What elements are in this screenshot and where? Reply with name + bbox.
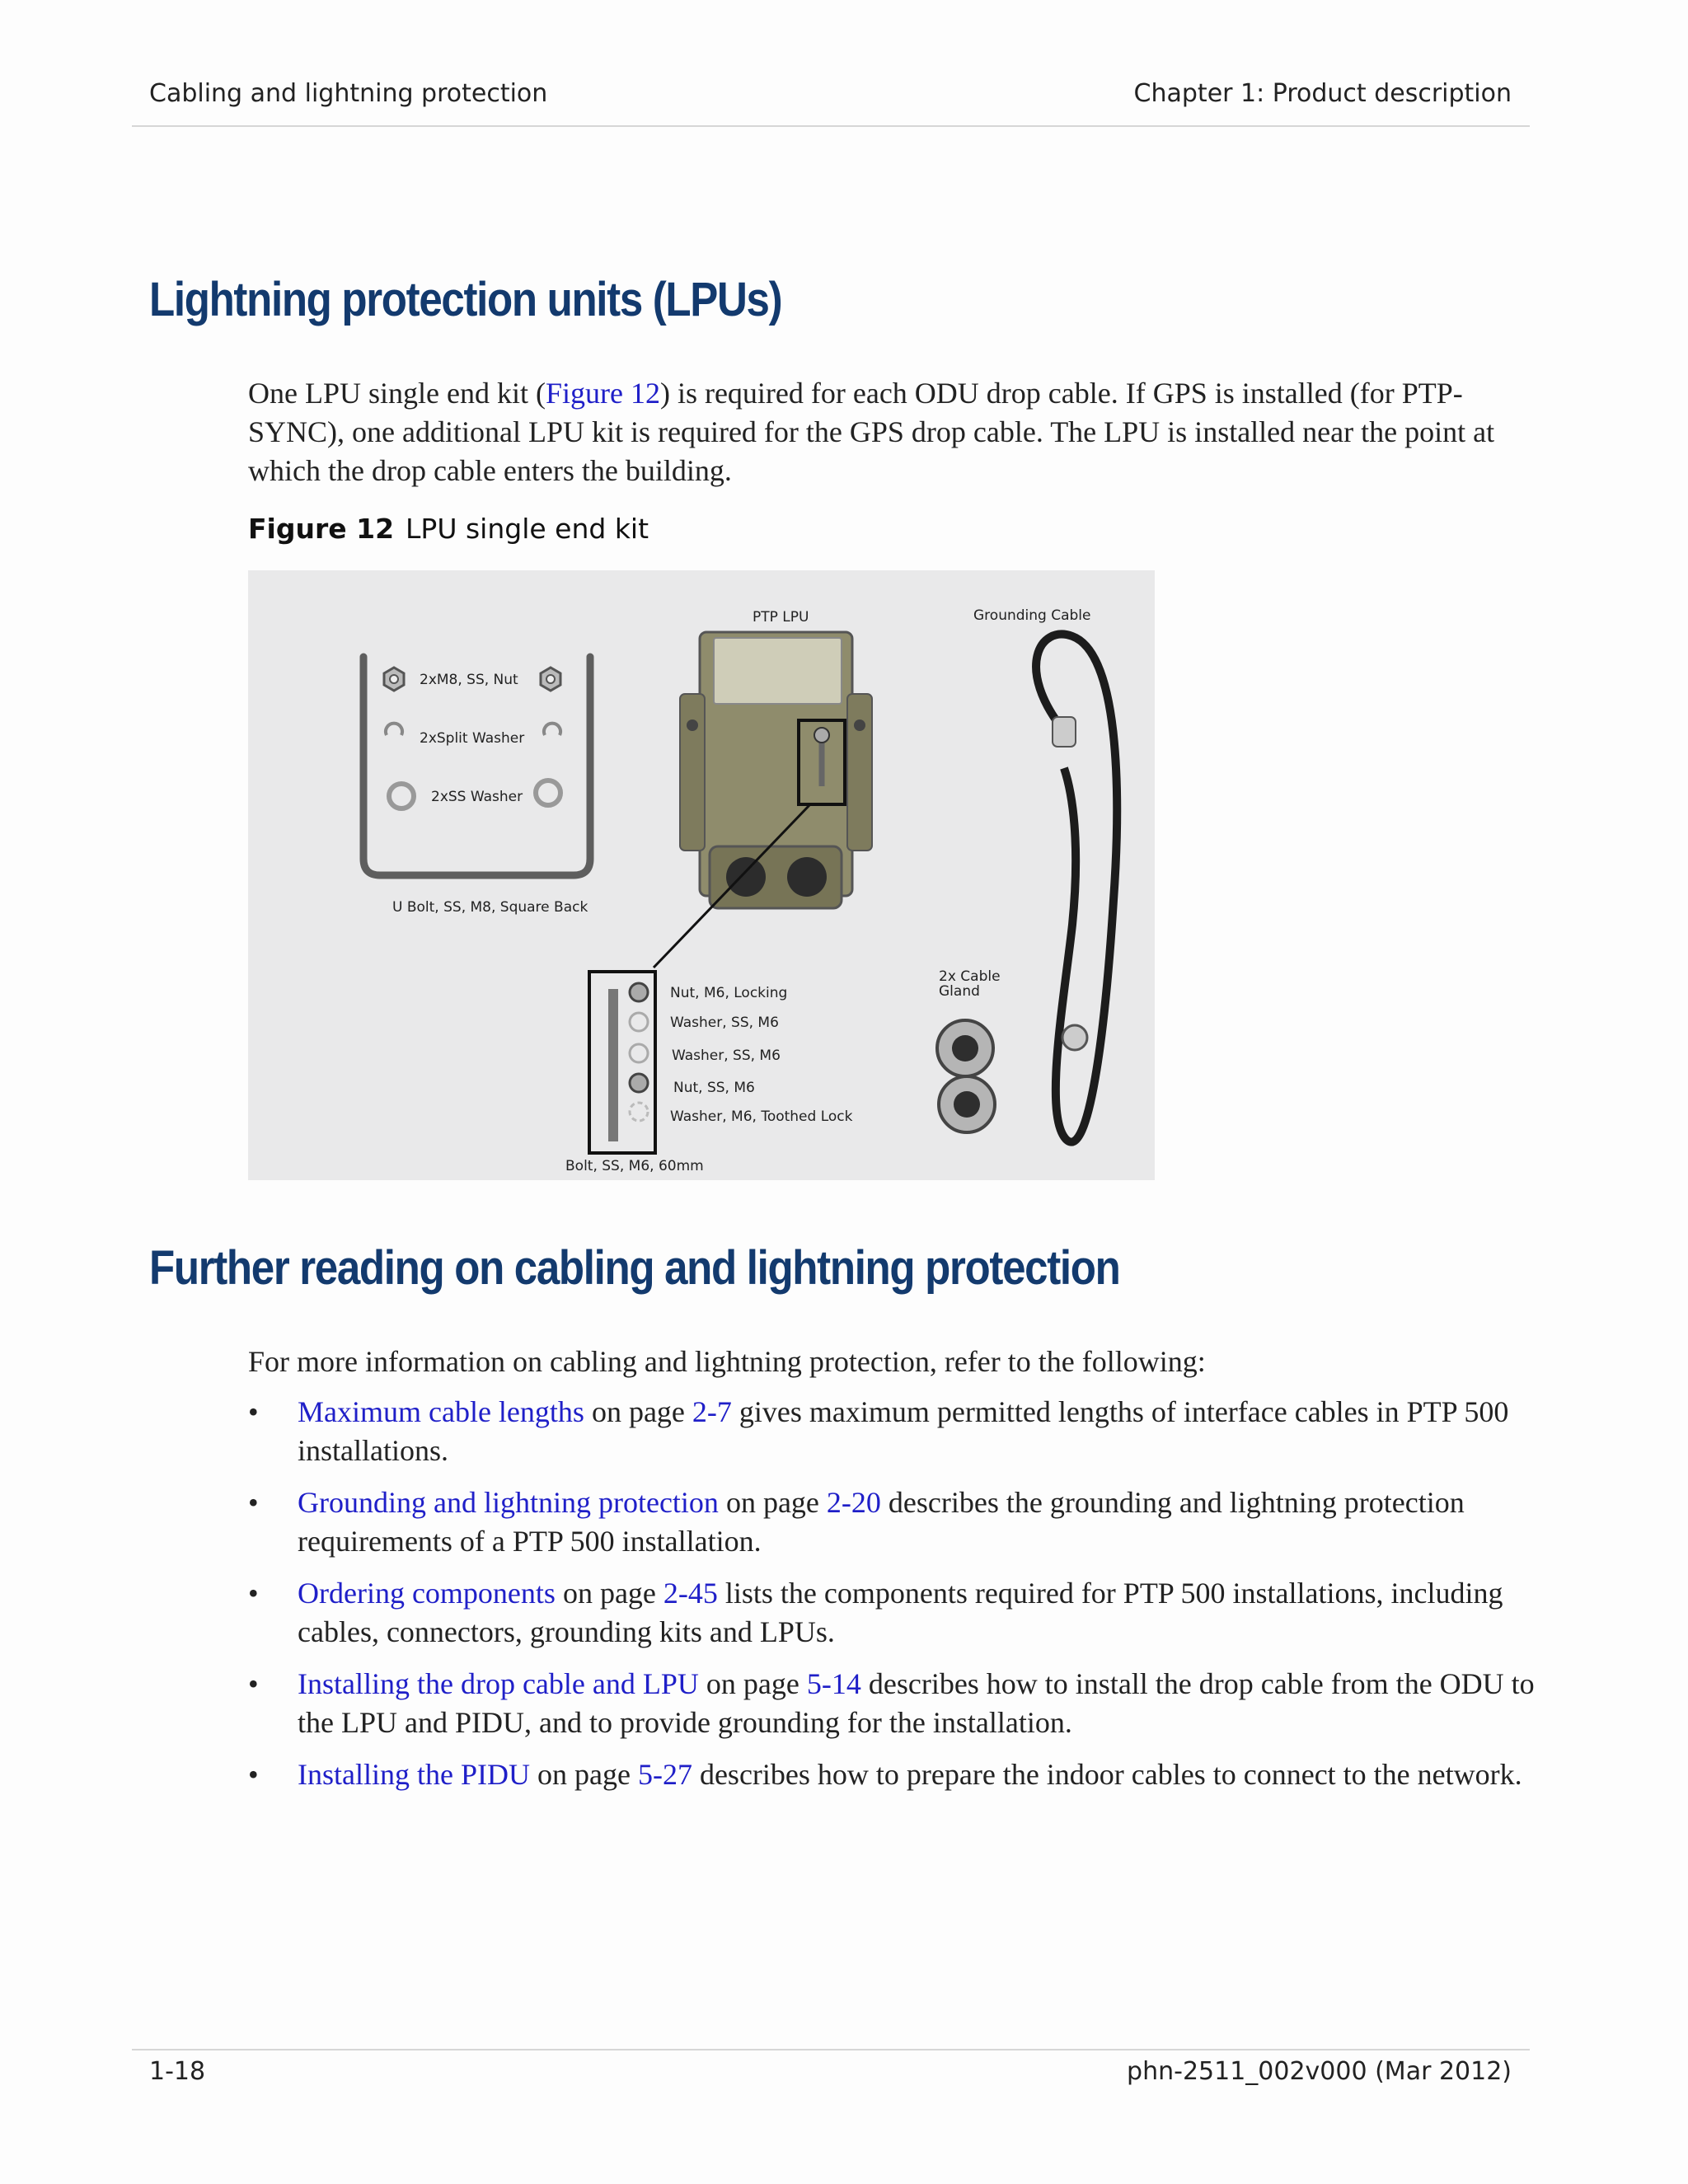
running-header-chapter: Chapter 1: Product description — [1133, 79, 1512, 108]
grounding-cable — [1036, 635, 1117, 1142]
label-split-washer: 2xSplit Washer — [420, 730, 525, 747]
on-page-text: on page — [706, 1667, 799, 1700]
link-installing-the-pidu[interactable]: Installing the PIDU — [298, 1758, 530, 1791]
list-item — [248, 1483, 1542, 1561]
lpu-kit-figure — [248, 570, 1155, 1180]
label-grounding-cable: Grounding Cable — [973, 607, 1091, 624]
link-grounding-and-lightning-protection[interactable]: Grounding and lightning protection — [298, 1486, 719, 1519]
label-cable-gland-1: 2x Cable — [939, 968, 1001, 985]
section-title-lpus: Lightning protection units (LPUs) — [149, 273, 782, 326]
footer-divider — [132, 2049, 1530, 2050]
on-page-text: on page — [591, 1395, 685, 1428]
label-cable-gland-2: Gland — [939, 983, 980, 1000]
bolt-icon — [608, 989, 618, 1141]
cable-ring-lug-icon — [1062, 1025, 1087, 1050]
figure-12-link[interactable]: Figure 12 — [545, 377, 660, 410]
ptp-lpu-box — [680, 632, 872, 908]
label-ptp-lpu: PTP LPU — [753, 609, 809, 626]
bullet: • — [248, 1667, 259, 1700]
link-installing-drop-cable-and-lpu[interactable]: Installing the drop cable and LPU — [298, 1667, 699, 1700]
page-link-2-45[interactable]: 2-45 — [663, 1577, 718, 1610]
item-description: describes how to prepare the indoor cables to connect to the network. — [699, 1758, 1522, 1791]
label-nut-m6-locking: Nut, M6, Locking — [670, 985, 788, 1001]
further-reading-intro: For more information on cabling and lightning protection, refer to the following: — [248, 1345, 1206, 1378]
item-description: describes how to install the drop cable from the ODU to the LPU and PIDU, and to provide grounding for the installation. — [298, 1667, 1535, 1739]
bullet: • — [248, 1486, 259, 1519]
cable-gland-icons — [937, 1020, 995, 1132]
section-title-further-reading: Further reading on cabling and lightning protection — [149, 1241, 1120, 1295]
cable-lug-icon — [1053, 717, 1076, 747]
on-page-text: on page — [725, 1486, 819, 1519]
label-ss-washer: 2xSS Washer — [431, 789, 523, 805]
label-nut: 2xM8, SS, Nut — [420, 672, 518, 688]
bullet: • — [248, 1758, 259, 1791]
label-bolt: Bolt, SS, M6, 60mm — [565, 1158, 704, 1174]
running-header-section: Cabling and lightning protection — [149, 79, 548, 108]
page-link-5-27[interactable]: 5-27 — [637, 1758, 692, 1791]
item-description: gives maximum permitted lengths of interface cables in PTP 500 installations. — [298, 1395, 1509, 1467]
label-washer-ss-m6-b: Washer, SS, M6 — [672, 1047, 781, 1064]
page-link-2-20[interactable]: 2-20 — [826, 1486, 881, 1519]
on-page-text: on page — [537, 1758, 631, 1791]
washer-stack-icons — [630, 983, 648, 1121]
list-item — [248, 1574, 1542, 1652]
list-item — [248, 1755, 1542, 1794]
label-u-bolt: U Bolt, SS, M8, Square Back — [392, 899, 588, 916]
item-description: describes the grounding and lightning protection requirements of a PTP 500 installation. — [298, 1486, 1465, 1558]
link-ordering-components[interactable]: Ordering components — [298, 1577, 556, 1610]
label-nut-ss-m6: Nut, SS, M6 — [673, 1080, 755, 1096]
item-description: lists the components required for PTP 500 installations, including cables, connectors, grounding kits and LPUs. — [298, 1577, 1503, 1648]
lpu-kit-illustration — [248, 570, 1155, 1180]
figure-caption-text: LPU single end kit — [406, 513, 649, 545]
label-washer-toothed: Washer, M6, Toothed Lock — [670, 1108, 853, 1125]
label-washer-ss-m6-a: Washer, SS, M6 — [670, 1015, 779, 1031]
header-divider — [132, 125, 1530, 127]
figure-caption — [248, 513, 649, 545]
list-item — [248, 1665, 1542, 1742]
lpu-paragraph-text-1: One LPU single end kit ( — [248, 377, 546, 410]
list-item — [248, 1393, 1542, 1470]
on-page-text: on page — [562, 1577, 656, 1610]
bullet: • — [248, 1395, 259, 1428]
lpu-paragraph-text-2: ) is required for each ODU drop cable. If GPS is installed (for PTP-SYNC), one additional LPU kit is required for the GPS drop cable. The LPU is installed near the point at which the drop cable enters the building. — [248, 377, 1495, 487]
page-link-5-14[interactable]: 5-14 — [806, 1667, 861, 1700]
lpu-paragraph — [248, 374, 1534, 490]
page-number: 1-18 — [149, 2057, 206, 2086]
figure-label: Figure 12 — [248, 513, 395, 545]
link-maximum-cable-lengths[interactable]: Maximum cable lengths — [298, 1395, 584, 1428]
bullet: • — [248, 1577, 259, 1610]
further-reading-list — [248, 1393, 1542, 1807]
page-link-2-7[interactable]: 2-7 — [692, 1395, 732, 1428]
document-id: phn-2511_002v000 (Mar 2012) — [1127, 2057, 1512, 2086]
